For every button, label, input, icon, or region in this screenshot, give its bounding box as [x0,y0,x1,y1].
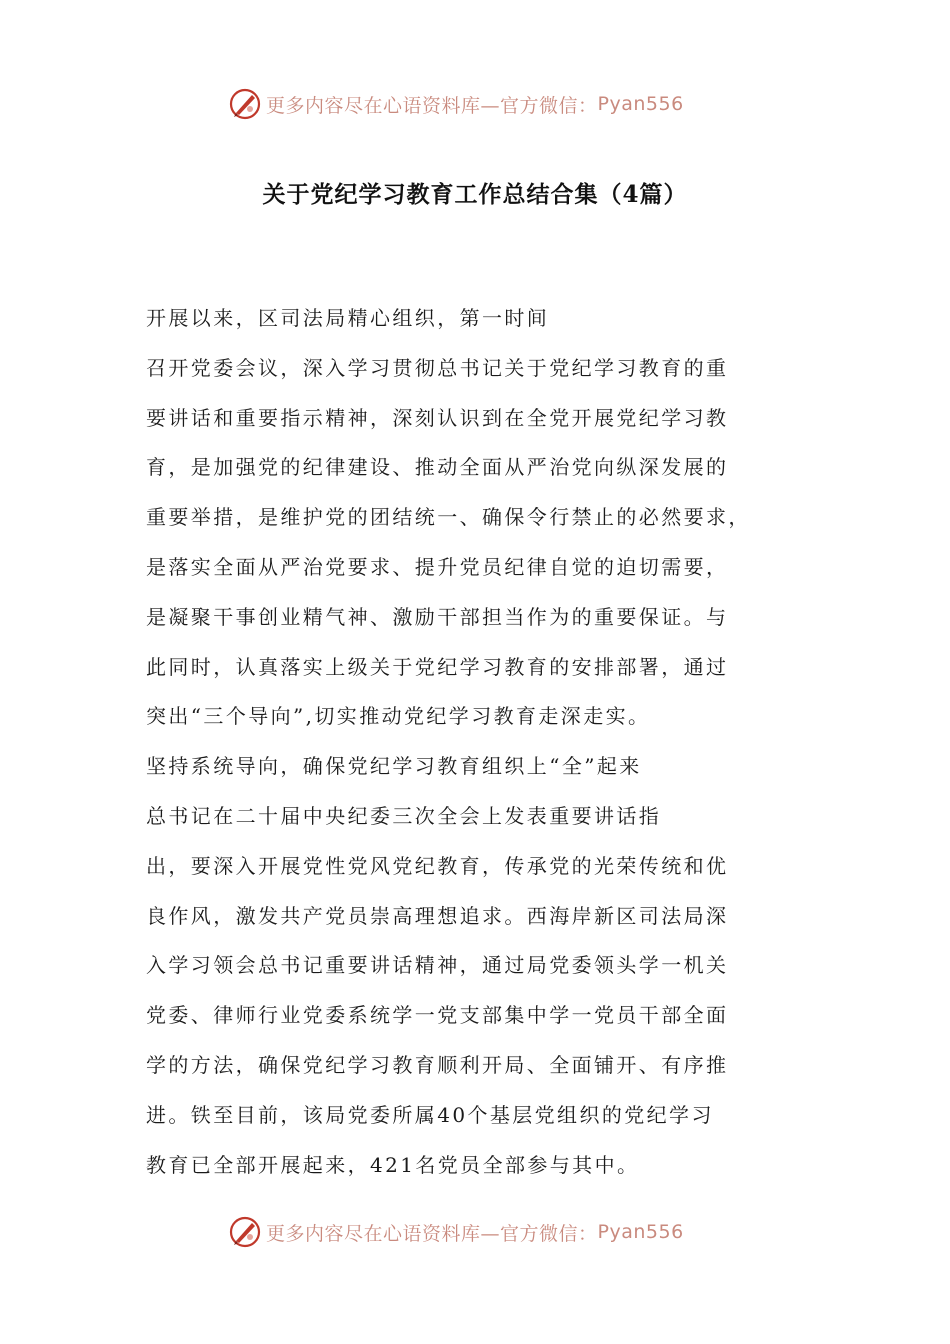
body-line: 开展以来，区司法局精心组织，第一时间 [146,306,550,330]
body-line: 召开党委会议，深入学习贯彻总书记关于党纪学习教育的重 [146,355,729,380]
document-title: 关于党纪学习教育工作总结合集（4篇） [262,181,688,208]
body-line: 入学习领会总书记重要讲话精神，通过局党委领头学一机关 [146,953,729,978]
body-line: 总书记在二十届中央纪委三次全会上发表重要讲话指 [146,803,662,828]
body-line: 坚持系统导向，确保党纪学习教育组织上“全”起来 [146,754,642,779]
pen-logo-icon [228,87,262,121]
watermark-text: 更多内容尽在心语资料库—官方微信： [266,94,598,117]
body-line: 是落实全面从严治党要求、提升党员纪律自觉的迫切需要， [146,554,729,579]
body-line: 突出“三个导向”,切实推动党纪学习教育走深走实。 [146,704,651,729]
body-line: 党委、律师行业党委系统学一党支部集中学一党员干部全面 [146,1003,729,1028]
body-line: 出，要深入开展党性党风党纪教育，传承党的光荣传统和优 [146,853,729,878]
body-line: 此同时，认真落实上级关于党纪学习教育的安排部署，通过 [146,654,729,679]
body-line: 是凝聚干事创业精气神、激励干部担当作为的重要保证。与 [146,604,729,629]
body-line: 学的方法，确保党纪学习教育顺利开局、全面铺开、有序推 [146,1052,729,1077]
body-line: 教育已全部开展起来，421名党员全部参与其中。 [146,1152,640,1177]
watermark-text: 更多内容尽在心语资料库—官方微信： [266,1222,598,1245]
body-line: 进。铁至目前，该局党委所属40个基层党组织的党纪学习 [146,1102,714,1127]
body-line: 重要举措，是维护党的团结统一、确保令行禁止的必然要求， [146,505,751,530]
body-text [146,294,786,1190]
body-line: 良作风，激发共产党员崇高理想追求。西海岸新区司法局深 [146,903,729,928]
watermark-handle: Pyan556 [597,93,684,115]
watermark-handle: Pyan556 [597,1221,684,1243]
watermark-footer [228,1212,748,1252]
body-line: 育，是加强党的纪律建设、推动全面从严治党向纵深发展的 [146,455,729,480]
watermark-header [228,84,748,124]
pen-logo-icon [228,1215,262,1249]
body-line: 要讲话和重要指示精神，深刻认识到在全党开展党纪学习教 [146,405,729,430]
